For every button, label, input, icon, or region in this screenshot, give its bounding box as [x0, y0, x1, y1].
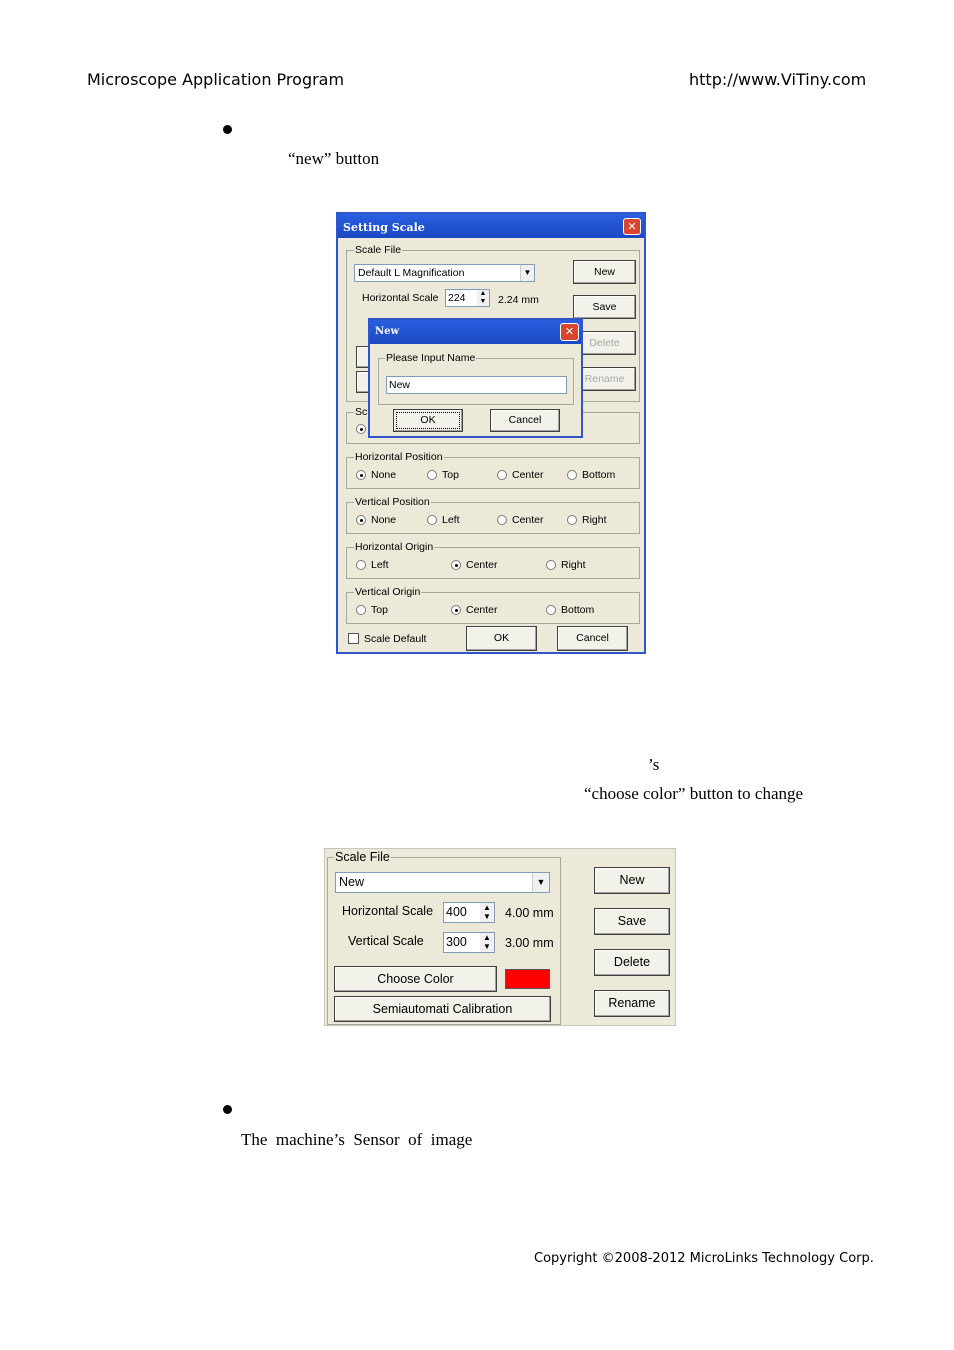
scale-file-label: Scale File	[355, 244, 402, 256]
hpos-label-bottom: Bottom	[582, 469, 616, 481]
horizontal-origin-label: Horizontal Origin	[355, 541, 434, 553]
hpos-radio-bottom[interactable]	[567, 470, 577, 480]
new-name-dialog	[368, 318, 583, 438]
panel-horizontal-label: Horizontal Scale	[342, 904, 434, 918]
choose-color-button[interactable]: Choose Color	[334, 966, 497, 992]
vpos-label-none: None	[371, 514, 397, 526]
panel-vertical-value: 300	[446, 935, 467, 949]
vpos-radio-none[interactable]	[356, 515, 366, 525]
hpos-radio-top[interactable]	[427, 470, 437, 480]
bullet-1	[223, 125, 232, 134]
panel-rename-button[interactable]: Rename	[594, 990, 670, 1017]
scale-file-panel	[324, 848, 676, 1026]
horizontal-scale-input[interactable]	[445, 289, 490, 307]
panel-horizontal-value: 400	[446, 905, 467, 919]
name-input-value: New	[389, 379, 411, 391]
panel-horizontal-spinner-icon[interactable]: ▲ ▼	[480, 903, 494, 922]
horigin-label-right: Right	[561, 559, 586, 571]
hpos-label-top: Top	[442, 469, 459, 481]
input-name-label: Please Input Name	[386, 352, 476, 364]
vpos-label-right: Right	[582, 514, 607, 526]
panel-file-value: New	[339, 875, 365, 889]
header-right: http://www.ViTiny.com	[689, 70, 867, 89]
name-input[interactable]	[386, 376, 567, 394]
panel-new-button[interactable]: New	[594, 867, 670, 894]
hpos-label-center: Center	[512, 469, 544, 481]
scale-file-select[interactable]	[354, 264, 535, 282]
vpos-radio-right[interactable]	[567, 515, 577, 525]
panel-vertical-spinner-icon[interactable]: ▲ ▼	[480, 933, 494, 952]
horigin-radio-right[interactable]	[546, 560, 556, 570]
horigin-label-left: Left	[371, 559, 389, 571]
panel-vertical-mm: 3.00 mm	[505, 936, 554, 950]
semiautomatic-calibration-button[interactable]: Semiautomati Calibration	[334, 996, 551, 1022]
horizontal-position-label: Horizontal Position	[355, 451, 443, 463]
horizontal-scale-label: Horizontal Scale	[362, 292, 439, 304]
horigin-radio-left[interactable]	[356, 560, 366, 570]
vpos-label-left: Left	[442, 514, 460, 526]
vorigin-label-top: Top	[371, 604, 388, 616]
vorigin-label-bottom: Bottom	[561, 604, 595, 616]
vpos-radio-center[interactable]	[497, 515, 507, 525]
vorigin-label-center: Center	[466, 604, 498, 616]
new-cancel-button[interactable]: Cancel	[490, 409, 560, 432]
spinner-icon[interactable]: ▲ ▼	[477, 290, 489, 306]
close-icon[interactable]: ✕	[623, 218, 641, 235]
horizontal-scale-mm: 2.24 mm	[498, 294, 539, 306]
panel-vertical-input[interactable]	[443, 932, 495, 953]
bullet-2	[223, 1105, 232, 1114]
vpos-label-center: Center	[512, 514, 544, 526]
hpos-label-none: None	[371, 469, 397, 481]
scale-default-label: Scale Default	[364, 633, 427, 645]
cancel-button[interactable]: Cancel	[557, 626, 628, 651]
horigin-radio-center[interactable]	[451, 560, 461, 570]
partial-radio[interactable]	[356, 424, 366, 434]
rename-button[interactable]: Rename	[573, 367, 636, 391]
vorigin-radio-bottom[interactable]	[546, 605, 556, 615]
chevron-down-icon[interactable]: ▼	[520, 265, 534, 281]
dialog-title: Setting Scale	[343, 221, 425, 234]
panel-horizontal-mm: 4.00 mm	[505, 906, 554, 920]
scale-file-value: Default L Magnification	[358, 267, 465, 279]
vpos-radio-left[interactable]	[427, 515, 437, 525]
vertical-position-label: Vertical Position	[355, 496, 430, 508]
ok-button[interactable]: OK	[466, 626, 537, 651]
new-dialog-titlebar	[370, 320, 581, 344]
new-dialog-title: New	[375, 326, 400, 337]
panel-horizontal-input[interactable]	[443, 902, 495, 923]
header-left: Microscope Application Program	[87, 70, 345, 89]
partial-label: Sc	[355, 406, 368, 418]
vorigin-radio-center[interactable]	[451, 605, 461, 615]
text-sensor: The machine’s Sensor of image	[241, 1130, 473, 1149]
panel-delete-button[interactable]: Delete	[594, 949, 670, 976]
new-button[interactable]: New	[573, 260, 636, 284]
panel-save-button[interactable]: Save	[594, 908, 670, 935]
color-swatch[interactable]	[505, 969, 550, 989]
horizontal-scale-value: 224	[448, 292, 466, 304]
delete-button[interactable]: Delete	[573, 331, 636, 355]
scale-default-checkbox[interactable]	[348, 633, 359, 644]
hpos-radio-none[interactable]	[356, 470, 366, 480]
panel-scale-file-label: Scale File	[335, 850, 390, 864]
panel-vertical-label: Vertical Scale	[348, 934, 424, 948]
vorigin-radio-top[interactable]	[356, 605, 366, 615]
new-dialog-close-icon[interactable]: ✕	[560, 323, 579, 341]
text-choose-color: “choose color” button to change	[584, 784, 804, 803]
save-button[interactable]: Save	[573, 295, 636, 319]
text-new-button: “new” button	[288, 149, 380, 168]
footer-copyright: Copyright ©2008-2012 MicroLinks Technology Corp.	[534, 1251, 874, 1266]
panel-file-select[interactable]	[335, 872, 550, 893]
horigin-label-center: Center	[466, 559, 498, 571]
hpos-radio-center[interactable]	[497, 470, 507, 480]
vertical-origin-label: Vertical Origin	[355, 586, 421, 598]
dialog-titlebar	[338, 214, 644, 238]
new-ok-button[interactable]: OK	[393, 409, 463, 432]
text-apostrophe-s: ’s	[648, 755, 660, 774]
panel-chevron-down-icon[interactable]: ▼	[532, 873, 549, 892]
